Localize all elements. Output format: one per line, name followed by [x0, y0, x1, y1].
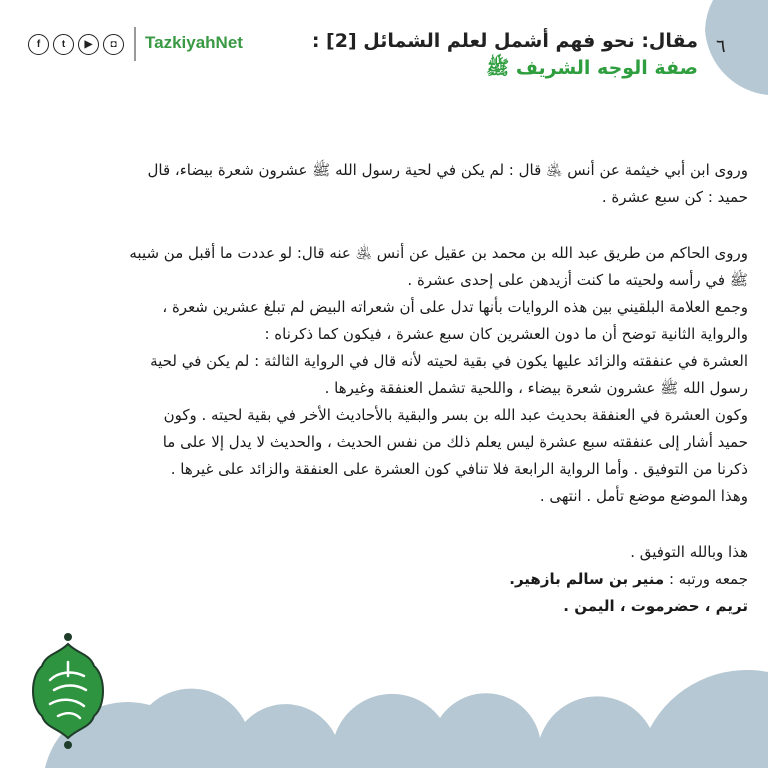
- compiler-line: [20, 566, 748, 593]
- text-line: حميد أشار إلى عنفقته سبع عشرة ليس يعلم ذلك من نفس الحديث ، والحديث لا يدل إلا على ما: [162, 433, 748, 451]
- text-line: وكون العشرة في العنفقة بحديث عبد الله بن بسر والبقية بالأحاديث الأخر في بقية لحيته . وكون: [163, 406, 748, 424]
- text-line: حميد : كن سبع عشرة .: [601, 188, 748, 206]
- location: تريم ، حضرموت ، اليمن .: [563, 597, 748, 615]
- cloud-decoration: [0, 640, 768, 768]
- page-number: ٦: [716, 36, 726, 57]
- text-line: رسول الله ﷺ عشرون شعرة بيضاء ، واللحية تشمل العنفقة وغيرها .: [324, 379, 748, 397]
- facebook-icon[interactable]: f: [28, 34, 49, 55]
- title-line: مقال: نحو فهم أشمل لعلم الشمائل [2] :: [311, 30, 698, 52]
- closing-line: هذا وبالله التوفيق .: [630, 543, 748, 561]
- text-line: وروى ابن أبي خيثمة عن أنس ﵁ قال : لم يكن في لحية رسول الله ﷺ عشرون شعرة بيضاء، قال: [147, 161, 748, 179]
- divider: [134, 27, 136, 61]
- tazkiyah-logo: [28, 632, 108, 750]
- text-line: ﷺ في رأسه ولحيته ما كنت أزيدهن على إحدى عشرة .: [407, 271, 748, 289]
- social-links: [28, 34, 124, 55]
- corner-decoration: [705, 0, 768, 95]
- location-line: [20, 593, 748, 620]
- text-line: والرواية الثانية توضح أن ما دون العشرين كان سبع عشرة ، فيكون كما ذكرناه :: [264, 325, 748, 343]
- subtitle-line: صفة الوجه الشريف ﷺ: [486, 57, 698, 79]
- text-line: ذكرنا من التوفيق . وأما الرواية الرابعة فلا تنافي كون العشرة على العنفقة والزائد على غيرها .: [170, 460, 748, 478]
- compiler-label: جمعه ورتبه :: [664, 570, 748, 588]
- compiler-name: منير بن سالم بازهير.: [509, 570, 665, 588]
- text-line: وروى الحاكم من طريق عبد الله بن محمد بن عقيل عن أنس ﵁ عنه قال: لو عددت ما أقبل من شيبه: [129, 244, 748, 262]
- text-line: وجمع العلامة البلقيني بين هذه الروايات بأنها تدل على أن شعراته البيض لم تبلغ عشرين شعرة ،: [162, 298, 748, 316]
- brand-name[interactable]: TazkiyahNet: [145, 33, 243, 52]
- youtube-icon[interactable]: ▶: [78, 34, 99, 55]
- instagram-icon[interactable]: ◘: [103, 34, 124, 55]
- twitter-icon[interactable]: t: [53, 34, 74, 55]
- article-body: [20, 157, 748, 620]
- text-line: العشرة في عنفقته والزائد عليها يكون في بقية لحيته لأنه قال في الرواية الثالثة : لم يكن في لحية: [150, 352, 748, 370]
- article-title: [312, 30, 698, 84]
- text-line: وهذا الموضع موضع تأمل . انتهى .: [539, 487, 748, 505]
